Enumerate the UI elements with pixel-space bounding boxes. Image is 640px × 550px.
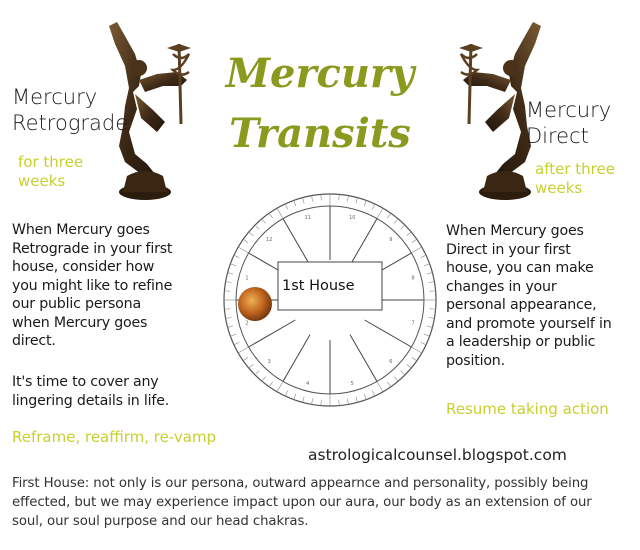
chart-tick (277, 381, 283, 391)
title-line-2: Transits (229, 110, 411, 157)
chart-tick (269, 213, 272, 218)
house-number: 12 (266, 237, 273, 244)
chart-tick (228, 273, 234, 275)
house-number: 11 (304, 214, 311, 221)
right-heading: Mercury Direct (526, 98, 612, 148)
house-number: 7 (411, 320, 415, 327)
chart-tick (347, 398, 348, 404)
chart-tick (421, 342, 426, 345)
chart-tick (356, 397, 358, 403)
house-number: 5 (350, 381, 354, 388)
chart-tick (356, 198, 358, 204)
chart-tick (424, 334, 430, 336)
chart-tick (394, 219, 398, 224)
chart-tick (303, 397, 305, 403)
house-number: 9 (389, 237, 393, 244)
house-cusp-line (249, 320, 296, 347)
chart-tick (255, 225, 259, 229)
chart-tick (372, 391, 375, 396)
chart-tick (430, 309, 436, 310)
chart-tick (347, 196, 348, 202)
chart-tick (321, 194, 322, 200)
chart-tick (230, 264, 236, 266)
chart-tick (428, 317, 434, 318)
right-duration: after three weeks (535, 160, 615, 197)
chart-tick (312, 196, 313, 202)
chart-tick (424, 264, 430, 266)
house-number: 6 (389, 358, 393, 365)
chart-tick (277, 208, 283, 218)
house-cusp-line (283, 219, 310, 266)
left-paragraph: When Mercury goes Retrograde in your first house, consider how you might like to refine our public persona when Mercury goes direct. (12, 222, 173, 349)
house-cusp-line (350, 219, 377, 266)
left-paragraph-2: It's time to cover any lingering details in life. (12, 374, 170, 409)
house-cusp-line (350, 335, 377, 382)
chart-tick (230, 334, 236, 336)
chart-tick (364, 200, 366, 206)
chart-tick (427, 326, 433, 328)
planet-icon (238, 287, 272, 321)
chart-tick (387, 382, 390, 387)
chart-tick (226, 317, 232, 318)
chart-tick (294, 200, 296, 206)
chart-tick (224, 309, 230, 310)
chart-tick (339, 194, 340, 200)
house-number: 1 (245, 275, 249, 282)
title-line-1: Mercury (225, 50, 415, 97)
chart-tick (285, 391, 288, 396)
chart-tick (243, 357, 248, 360)
house-cusp-line (365, 320, 415, 347)
chart-tick (226, 282, 232, 283)
chart-tick (339, 400, 340, 406)
house-number: 2 (245, 320, 249, 327)
chart-tick (262, 377, 266, 382)
chart-tick (387, 213, 390, 218)
house-number: 10 (349, 214, 356, 221)
chart-tick (321, 400, 322, 406)
chart-tick (312, 398, 313, 404)
right-paragraph: When Mercury goes Direct in your first house, you can make changes in your personal appearance, and promote yourself in a leadership or public position. (446, 223, 612, 369)
chart-tick (364, 394, 366, 400)
chart-tick (377, 208, 383, 218)
chart-tick (377, 381, 383, 391)
chart-tick (412, 239, 417, 242)
left-tagline: Reframe, reaffirm, re-vamp (12, 428, 217, 446)
house-cusp-line (283, 335, 310, 382)
chart-tick (285, 204, 288, 209)
chart-tick (407, 232, 412, 236)
chart-tick (224, 291, 230, 292)
chart-tick (243, 239, 248, 242)
chart-tick (255, 371, 259, 375)
chart-tick (238, 347, 248, 353)
house-chart (220, 190, 440, 410)
chart-tick (249, 232, 254, 236)
chart-tick (407, 364, 412, 368)
chart-tick (372, 204, 375, 209)
house-number: 4 (306, 381, 310, 388)
chart-tick (412, 357, 417, 360)
footer-text: First House: not only is our persona, outward appearnce and personality, possibly being effected, but we may experience impact upon our aura, our body as an extension of our soul, our soul purpose and our head chakras. (12, 476, 592, 529)
chart-tick (269, 382, 272, 387)
chart-tick (228, 326, 234, 328)
left-duration: for three weeks (18, 153, 84, 190)
chart-tick (234, 342, 239, 345)
chart-tick (411, 347, 421, 353)
chart-tick (394, 377, 398, 382)
left-heading: Mercury Retrograde (12, 85, 129, 135)
chart-tick (427, 273, 433, 275)
house-number: 8 (411, 275, 415, 282)
chart-tick (401, 225, 405, 229)
site-url: astrologicalcounsel.blogspot.com (308, 446, 567, 464)
chart-tick (303, 198, 305, 204)
chart-tick (234, 255, 239, 258)
chart-tick (262, 219, 266, 224)
chart-tick (401, 371, 405, 375)
chart-tick (294, 394, 296, 400)
chart-tick (430, 291, 436, 292)
chart-tick (238, 247, 248, 253)
right-tagline: Resume taking action (446, 400, 609, 418)
chart-tick (428, 282, 434, 283)
house-number: 3 (267, 358, 271, 365)
house-label: 1st House (282, 278, 355, 294)
chart-tick (411, 247, 421, 253)
chart-tick (421, 255, 426, 258)
chart-tick (249, 364, 254, 368)
